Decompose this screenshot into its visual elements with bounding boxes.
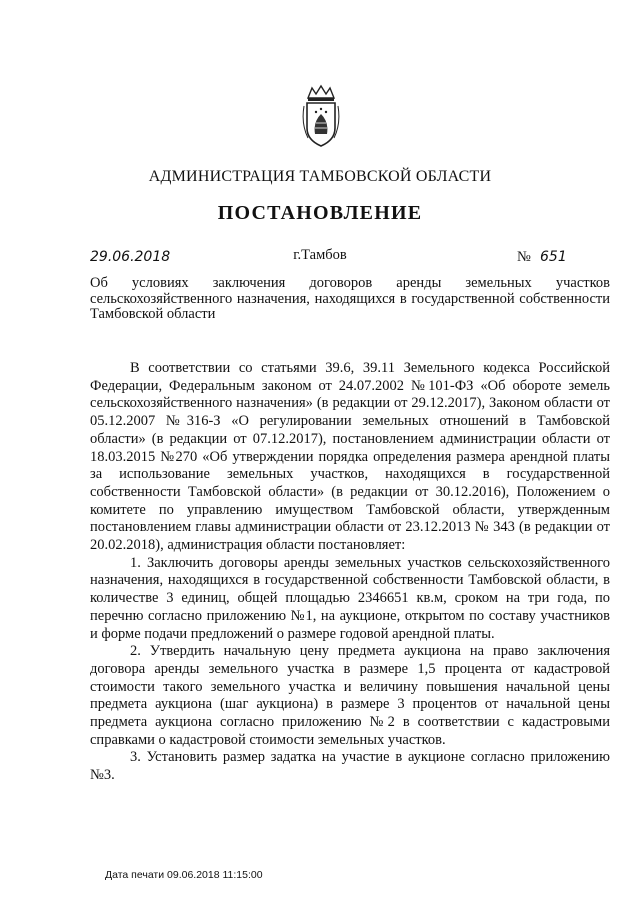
- document-date: 29.06.2018: [90, 249, 171, 265]
- clause-3-paragraph: 3. Установить размер задатка на участие в аукционе согласно приложению №3.: [90, 749, 610, 784]
- document-type: ПОСТАНОВЛЕНИЕ: [217, 202, 423, 224]
- document-title: Об условиях заключения договоров аренды земельных участков сельскохозяйственного назначения, находящихся в государственной собственности Тамбовской области: [90, 275, 610, 322]
- clause-1-paragraph: 1. Заключить договоры аренды земельных участков сельскохозяйственного назначения, находящихся в государственной собственности Тамбовской области, в количестве 3 единиц, общей площадью 2346651 кв.м, сроком на три года, по перечню согласно приложению №1, на аукционе, открытом по составу участников и форме подачи предложений о размере годовой арендной платы.: [90, 554, 610, 642]
- document-body: [90, 360, 610, 785]
- coat-of-arms-icon: [298, 84, 344, 148]
- document-city: г.Тамбов: [293, 247, 347, 263]
- preamble-paragraph: В соответствии со статьями 39.6, 39.11 Земельного кодекса Российской Федерации, Федеральным законом от 24.07.2002 №101-ФЗ «Об обороте земель сельскохозяйственного назначения» (в редакции от 29.12.2017), Законом области от 05.12.2007 №316-З «О регулировании земельных отношений в Тамбовской области» (в редакции от 07.12.2017), постановлением администрации области от 18.03.2015 №270 «Об утверждении порядка определения размера арендной платы за использование земельных участков, находящихся в государственной собственности Тамбовской области» (в редакции от 30.12.2016), Положением о комитете по управлению имуществом Тамбовской области, утвержденным постановлением главы администрации области от 23.12.2013 № 343 (в редакции от 20.02.2018), администрация области постановляет:: [90, 360, 610, 554]
- document-number-label: №: [517, 249, 531, 265]
- document-number: 651: [540, 249, 567, 265]
- clause-2-paragraph: 2. Утвердить начальную цену предмета аукциона на право заключения договора аренды земельного участка в размере 1,5 процента от кадастровой стоимости такого земельного участка и величину повышения начальной цены предмета аукциона (шаг аукциона) в размере 3 процентов от начальной цены предмета аукциона согласно приложению №2 в соответствии с кадастровыми справками о кадастровой стоимости земельных участков.: [90, 643, 610, 748]
- organization-name: АДМИНИСТРАЦИЯ ТАМБОВСКОЙ ОБЛАСТИ: [148, 168, 492, 185]
- print-date-footer: Дата печати 09.06.2018 11:15:00: [105, 869, 263, 881]
